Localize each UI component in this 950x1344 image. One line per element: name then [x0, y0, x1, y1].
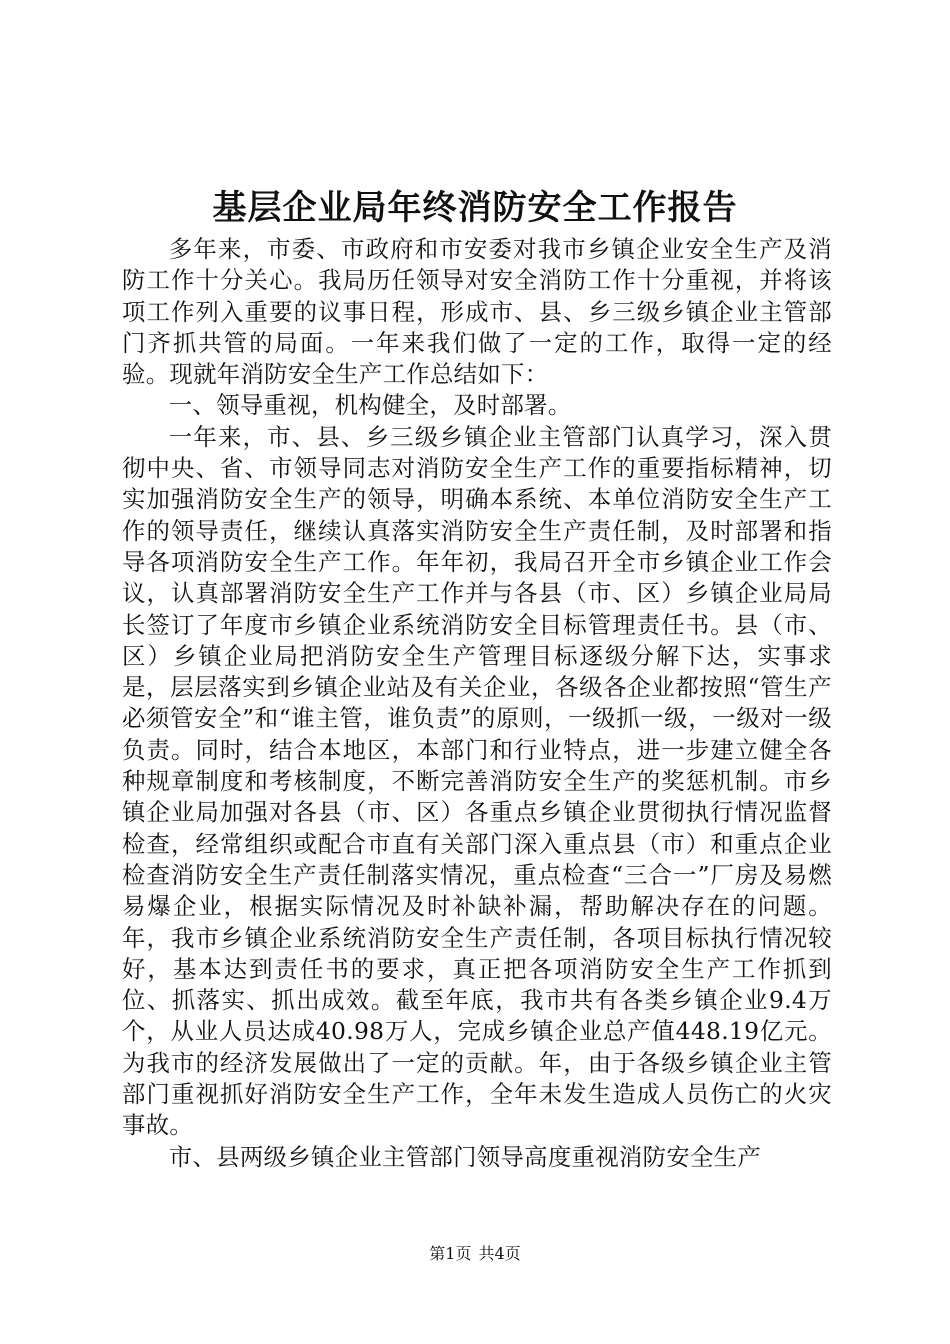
page-number-footer: 第1页 共4页	[429, 1244, 521, 1263]
paragraph-continued: 市、县两级乡镇企业主管部门领导高度重视消防安全生产	[168, 1142, 762, 1171]
paragraph-intro: 多年来，市委、市政府和市安委对我市乡镇企业安全生产及消防工作十分关心。我局历任领导对安全消防工作十分重视，并将该项工作列入重要的议事日程，形成市、县、乡三级乡镇企业主管部门齐抓共管的局面。一年来我们做了一定的工作，取得一定的经验。现就年消防安全生产工作总结如下：	[122, 235, 832, 389]
document-title: 基层企业局年终消防安全工作报告	[212, 188, 738, 228]
section-heading-1: 一、领导重视，机构健全，及时部署。	[168, 391, 572, 420]
paragraph-section-1: 一年来，市、县、乡三级乡镇企业主管部门认真学习，深入贯彻中央、省、市领导同志对消防安全生产工作的重要指标精神，切实加强消防安全生产的领导，明确本系统、本单位消防安全生产工作的领导责任，继续认真落实消防安全生产责任制，及时部署和指导各项消防安全生产工作。年年初，我局召开全市乡镇企业工作会议，认真部署消防安全生产工作并与各县（市、区）乡镇企业局局长签订了年度市乡镇企业系统消防安全目标管理责任书。县（市、区）乡镇企业局把消防安全生产管理目标逐级分解下达，实事求是，层层落实到乡镇企业站及有关企业，各级各企业都按照“管生产必须管安全”和“谁主管，谁负责”的原则，一级抓一级，一级对一级负责。同时，结合本地区，本部门和行业特点，进一步建立健全各种规章制度和考核制度，不断完善消防安全生产的奖惩机制。市乡镇企业局加强对各县（市、区）各重点乡镇企业贯彻执行情况监督检查，经常组织或配合市直有关部门深入重点县（市）和重点企业检查消防安全生产责任制落实情况，重点检查“三合一”厂房及易燃易爆企业，根据实际情况及时补缺补漏，帮助解决存在的问题。年，我市乡镇企业系统消防安全生产责任制，各项目标执行情况较好，基本达到责任书的要求，真正把各项消防安全生产工作抓到位、抓落实、抓出成效。截至年底，我市共有各类乡镇企业9.4万个，从业人员达成40.98万人，完成乡镇企业总产值448.19亿元。为我市的经济发展做出了一定的贡献。年，由于各级乡镇企业主管部门重视抓好消防安全生产工作，全年未发生造成人员伤亡的火灾事故。	[122, 422, 832, 1140]
document-body	[122, 234, 832, 1173]
